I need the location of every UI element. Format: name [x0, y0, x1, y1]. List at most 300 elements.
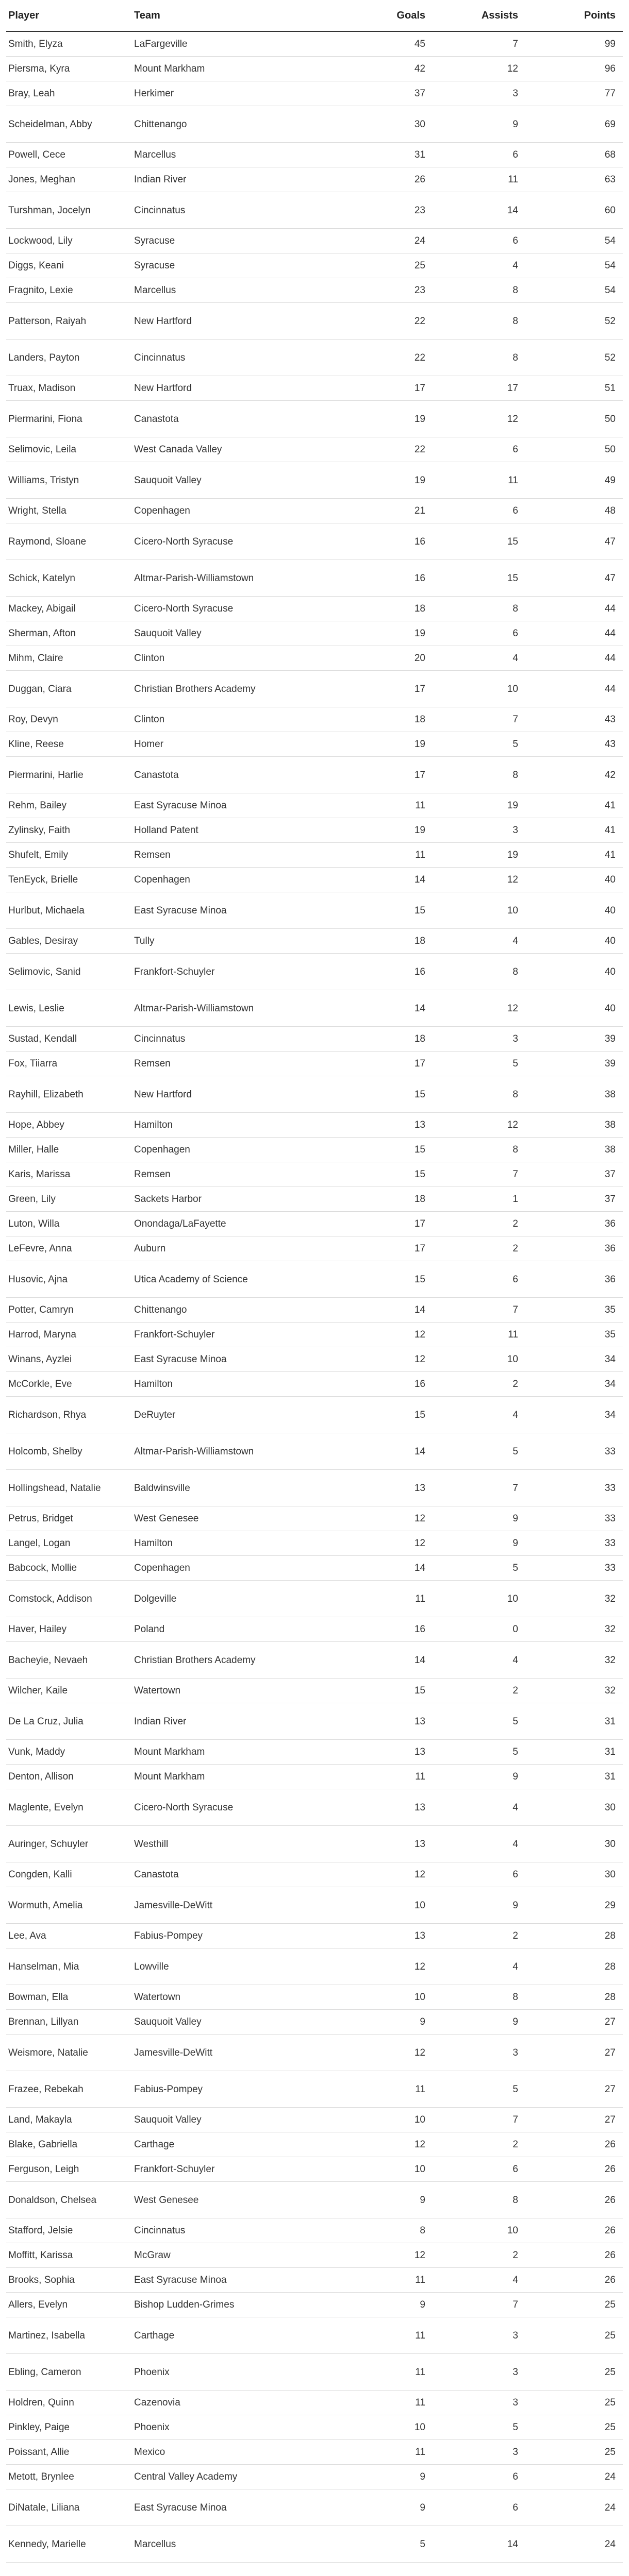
- cell-team: East Syracuse Minoa: [132, 2489, 346, 2526]
- table-row: [6, 1531, 623, 1556]
- cell-assists: 2: [433, 2243, 525, 2268]
- cell-assists: 5: [433, 1703, 525, 1740]
- cell-goals: 17: [346, 376, 433, 401]
- cell-goals: 10: [346, 2415, 433, 2440]
- cell-player: Williams, Tristyn: [6, 462, 132, 499]
- cell-team: Indian River: [132, 1703, 346, 1740]
- cell-assists: 4: [433, 1397, 525, 1433]
- cell-player: Raymond, Sloane: [6, 523, 132, 560]
- cell-player: Stafford, Jelsie: [6, 2218, 132, 2243]
- cell-team: Clinton: [132, 707, 346, 732]
- cell-points: 42: [525, 757, 623, 793]
- table-row: [6, 1076, 623, 1113]
- cell-team: Indian River: [132, 167, 346, 192]
- cell-team: Poland: [132, 1617, 346, 1642]
- table-row: [6, 1347, 623, 1372]
- cell-player: Turshman, Jocelyn: [6, 192, 132, 229]
- cell-player: Bray, Leah: [6, 81, 132, 106]
- cell-goals: 11: [346, 793, 433, 818]
- cell-team: Watertown: [132, 1679, 346, 1703]
- cell-team: Jamesville-DeWitt: [132, 2035, 346, 2071]
- cell-goals: 17: [346, 1212, 433, 1236]
- cell-goals: 19: [346, 621, 433, 646]
- cell-player: De La Cruz, Julia: [6, 1703, 132, 1740]
- table-row: [6, 1765, 623, 1789]
- column-header-team[interactable]: Team: [132, 0, 346, 31]
- cell-team: Chittenango: [132, 1298, 346, 1323]
- cell-team: Cicero-North Syracuse: [132, 523, 346, 560]
- table-row: [6, 2243, 623, 2268]
- cell-player: Maglente, Evelyn: [6, 1789, 132, 1826]
- table-row: [6, 2157, 623, 2182]
- column-header-player[interactable]: Player: [6, 0, 132, 31]
- cell-goals: 12: [346, 2035, 433, 2071]
- cell-player: Jones, Meghan: [6, 167, 132, 192]
- cell-team: DeRuyter: [132, 1397, 346, 1433]
- cell-player: Fragnito, Lexie: [6, 278, 132, 303]
- cell-team: New Hartford: [132, 303, 346, 340]
- table-row: [6, 303, 623, 340]
- cell-assists: 6: [433, 1261, 525, 1298]
- cell-points: 50: [525, 437, 623, 462]
- cell-goals: 11: [346, 1765, 433, 1789]
- table-row: [6, 143, 623, 167]
- cell-player: Patterson, Raiyah: [6, 303, 132, 340]
- table-row: [6, 1948, 623, 1985]
- cell-assists: 2: [433, 1212, 525, 1236]
- cell-team: Homer: [132, 732, 346, 757]
- cell-team: Frankfort-Schuyler: [132, 954, 346, 990]
- table-row: [6, 2440, 623, 2465]
- cell-points: 24: [525, 2489, 623, 2526]
- cell-assists: 17: [433, 376, 525, 401]
- cell-goals: 45: [346, 31, 433, 57]
- cell-goals: 23: [346, 192, 433, 229]
- cell-player: Diggs, Keani: [6, 253, 132, 278]
- cell-points: 41: [525, 793, 623, 818]
- cell-player: Moffitt, Karissa: [6, 2243, 132, 2268]
- cell-assists: 5: [433, 1433, 525, 1470]
- table-row: [6, 892, 623, 929]
- cell-assists: 4: [433, 1789, 525, 1826]
- cell-points: 68: [525, 143, 623, 167]
- cell-player: Zylinsky, Faith: [6, 818, 132, 843]
- table-row: [6, 1470, 623, 1506]
- cell-goals: 9: [346, 2293, 433, 2317]
- cell-points: 60: [525, 192, 623, 229]
- cell-points: 38: [525, 1113, 623, 1138]
- data-table-container: [6, 0, 623, 2576]
- table-row: [6, 253, 623, 278]
- table-row: [6, 376, 623, 401]
- cell-points: 77: [525, 81, 623, 106]
- cell-goals: 11: [346, 1581, 433, 1617]
- cell-player: Vunk, Maddy: [6, 1740, 132, 1765]
- table-row: [6, 1924, 623, 1948]
- cell-points: 39: [525, 1027, 623, 1052]
- cell-assists: 2: [433, 1236, 525, 1261]
- table-row: [6, 2489, 623, 2526]
- cell-team: Utica Academy of Science: [132, 1261, 346, 1298]
- cell-assists: 12: [433, 868, 525, 892]
- cell-player: Richardson, Rhya: [6, 1397, 132, 1433]
- table-row: [6, 106, 623, 143]
- cell-goals: 13: [346, 1740, 433, 1765]
- cell-goals: 9: [346, 2010, 433, 2035]
- table-row: [6, 1679, 623, 1703]
- cell-team: Christian Brothers Academy: [132, 671, 346, 707]
- table-row: [6, 2415, 623, 2440]
- cell-points: 25: [525, 2293, 623, 2317]
- cell-team: Copenhagen: [132, 1556, 346, 1581]
- cell-assists: 12: [433, 990, 525, 1027]
- table-row: [6, 2108, 623, 2132]
- cell-team: Canastota: [132, 1862, 346, 1887]
- table-row: [6, 81, 623, 106]
- cell-player: Miller, Halle: [6, 1138, 132, 1162]
- column-header-assists[interactable]: Assists: [433, 0, 525, 31]
- cell-team: Westhill: [132, 1826, 346, 1862]
- cell-team: Mount Markham: [132, 1740, 346, 1765]
- cell-goals: 14: [346, 1642, 433, 1679]
- cell-team: Mount Markham: [132, 57, 346, 81]
- cell-player: Piersma, Kyra: [6, 57, 132, 81]
- cell-assists: 7: [433, 1470, 525, 1506]
- cell-team: Marcellus: [132, 278, 346, 303]
- cell-points: 26: [525, 2157, 623, 2182]
- cell-team: Cincinnatus: [132, 192, 346, 229]
- cell-assists: 3: [433, 818, 525, 843]
- cell-goals: 18: [346, 1027, 433, 1052]
- cell-player: Babcock, Mollie: [6, 1556, 132, 1581]
- cell-team: Holland Patent: [132, 818, 346, 843]
- cell-team: Sauquoit Valley: [132, 621, 346, 646]
- table-row: [6, 1985, 623, 2010]
- cell-goals: 13: [346, 1826, 433, 1862]
- cell-points: 34: [525, 1372, 623, 1397]
- cell-points: 32: [525, 1581, 623, 1617]
- cell-assists: 7: [433, 2293, 525, 2317]
- cell-assists: 7: [433, 707, 525, 732]
- cell-player: Pinkley, Paige: [6, 2415, 132, 2440]
- cell-points: 31: [525, 1703, 623, 1740]
- cell-player: Selimovic, Leila: [6, 437, 132, 462]
- table-row: [6, 1506, 623, 1531]
- cell-points: 28: [525, 1948, 623, 1985]
- cell-points: 38: [525, 1076, 623, 1113]
- table-row: [6, 1323, 623, 1347]
- cell-assists: 4: [433, 253, 525, 278]
- cell-points: 47: [525, 523, 623, 560]
- cell-assists: 7: [433, 31, 525, 57]
- cell-player: Martinez, Isabella: [6, 2317, 132, 2354]
- cell-goals: 19: [346, 462, 433, 499]
- cell-assists: 14: [433, 2526, 525, 2563]
- cell-team: Tully: [132, 929, 346, 954]
- table-row: [6, 31, 623, 57]
- cell-points: 31: [525, 1765, 623, 1789]
- cell-team: Sauquoit Valley: [132, 2108, 346, 2132]
- cell-points: 30: [525, 1826, 623, 1862]
- cell-assists: 10: [433, 892, 525, 929]
- cell-player: Smith, Elyza: [6, 31, 132, 57]
- cell-team: Chittenango: [132, 106, 346, 143]
- cell-player: Poissant, Allie: [6, 2440, 132, 2465]
- cell-team: Cincinnatus: [132, 340, 346, 376]
- cell-player: Land, Makayla: [6, 2108, 132, 2132]
- cell-goals: 12: [346, 2243, 433, 2268]
- cell-points: 38: [525, 1138, 623, 1162]
- cell-goals: 16: [346, 523, 433, 560]
- cell-points: 52: [525, 340, 623, 376]
- cell-assists: 4: [433, 2268, 525, 2293]
- cell-assists: 6: [433, 229, 525, 253]
- cell-team: Carthage: [132, 2132, 346, 2157]
- cell-goals: 11: [346, 2268, 433, 2293]
- cell-team: Cincinnatus: [132, 2218, 346, 2243]
- cell-points: 27: [525, 2108, 623, 2132]
- cell-assists: 3: [433, 2035, 525, 2071]
- cell-team: Watertown: [132, 1985, 346, 2010]
- cell-player: Holdren, Quinn: [6, 2391, 132, 2415]
- cell-team: Jamesville-DeWitt: [132, 1887, 346, 1924]
- cell-assists: 9: [433, 2010, 525, 2035]
- table-row: [6, 2465, 623, 2489]
- cell-team: Bishop Ludden-Grimes: [132, 2293, 346, 2317]
- cell-points: 40: [525, 954, 623, 990]
- cell-team: Baldwinsville: [132, 1470, 346, 1506]
- cell-points: 26: [525, 2132, 623, 2157]
- cell-team: Cincinnatus: [132, 1027, 346, 1052]
- cell-points: 33: [525, 1433, 623, 1470]
- cell-player: Wright, Stella: [6, 499, 132, 523]
- table-row: [6, 929, 623, 954]
- cell-player: Ebling, Cameron: [6, 2354, 132, 2391]
- cell-assists: 4: [433, 1948, 525, 1985]
- cell-points: 47: [525, 560, 623, 597]
- cell-player: Piermarini, Fiona: [6, 401, 132, 437]
- cell-team: Sauquoit Valley: [132, 2010, 346, 2035]
- cell-points: 26: [525, 2218, 623, 2243]
- cell-assists: 6: [433, 1862, 525, 1887]
- cell-player: Bacheyie, Nevaeh: [6, 1642, 132, 1679]
- cell-points: 41: [525, 843, 623, 868]
- cell-team: Copenhagen: [132, 1138, 346, 1162]
- cell-points: 50: [525, 401, 623, 437]
- table-row: [6, 2218, 623, 2243]
- cell-points: 27: [525, 2035, 623, 2071]
- cell-assists: 5: [433, 1556, 525, 1581]
- table-row: [6, 523, 623, 560]
- table-row: [6, 1298, 623, 1323]
- cell-assists: 3: [433, 1027, 525, 1052]
- cell-player: Truax, Madison: [6, 376, 132, 401]
- cell-points: 37: [525, 1162, 623, 1187]
- cell-points: 34: [525, 1347, 623, 1372]
- cell-team: Cicero-North Syracuse: [132, 597, 346, 621]
- table-row: [6, 818, 623, 843]
- table-row: [6, 2132, 623, 2157]
- cell-team: Remsen: [132, 1052, 346, 1076]
- cell-assists: 6: [433, 499, 525, 523]
- cell-assists: 6: [433, 143, 525, 167]
- cell-assists: 3: [433, 2391, 525, 2415]
- cell-goals: 19: [346, 818, 433, 843]
- cell-points: 63: [525, 167, 623, 192]
- cell-goals: 22: [346, 303, 433, 340]
- table-row: [6, 2035, 623, 2071]
- cell-team: Carthage: [132, 2317, 346, 2354]
- cell-assists: 10: [433, 1347, 525, 1372]
- cell-points: 36: [525, 1261, 623, 1298]
- cell-goals: 14: [346, 1556, 433, 1581]
- cell-team: Canastota: [132, 757, 346, 793]
- cell-assists: 7: [433, 1298, 525, 1323]
- cell-assists: 8: [433, 2182, 525, 2218]
- table-row: [6, 57, 623, 81]
- cell-team: Sauquoit Valley: [132, 462, 346, 499]
- cell-goals: 15: [346, 1138, 433, 1162]
- cell-team: Altmar-Parish-Williamstown: [132, 990, 346, 1027]
- cell-goals: 12: [346, 1948, 433, 1985]
- cell-points: 25: [525, 2354, 623, 2391]
- table-row: [6, 278, 623, 303]
- cell-assists: 8: [433, 1076, 525, 1113]
- cell-team: Fabius-Pompey: [132, 1924, 346, 1948]
- cell-player: Mihm, Claire: [6, 646, 132, 671]
- cell-team: [132, 2563, 346, 2576]
- cell-goals: 15: [346, 1162, 433, 1187]
- table-row: [6, 2526, 623, 2563]
- cell-player: Brennan, Lillyan: [6, 2010, 132, 2035]
- cell-goals: 13: [346, 1113, 433, 1138]
- cell-player: Luton, Willa: [6, 1212, 132, 1236]
- cell-goals: 10: [346, 1985, 433, 2010]
- column-header-goals[interactable]: Goals: [346, 0, 433, 31]
- cell-player: Hanselman, Mia: [6, 1948, 132, 1985]
- cell-assists: 2: [433, 1372, 525, 1397]
- cell-points: 36: [525, 1212, 623, 1236]
- cell-player: Scheidelman, Abby: [6, 106, 132, 143]
- cell-goals: 23: [346, 278, 433, 303]
- cell-goals: 42: [346, 57, 433, 81]
- cell-goals: 37: [346, 81, 433, 106]
- cell-points: 26: [525, 2243, 623, 2268]
- cell-player: Sustad, Kendall: [6, 1027, 132, 1052]
- table-row: [6, 1433, 623, 1470]
- cell-assists: 4: [433, 646, 525, 671]
- cell-goals: 14: [346, 990, 433, 1027]
- table-row: [6, 2268, 623, 2293]
- cell-assists: 4: [433, 1826, 525, 1862]
- cell-points: 51: [525, 376, 623, 401]
- cell-points: 33: [525, 1470, 623, 1506]
- cell-player: Duggan, Ciara: [6, 671, 132, 707]
- cell-points: 40: [525, 990, 623, 1027]
- cell-team: Syracuse: [132, 229, 346, 253]
- cell-assists: [433, 2563, 525, 2576]
- cell-team: LaFargeville: [132, 31, 346, 57]
- cell-points: 32: [525, 1679, 623, 1703]
- cell-assists: 0: [433, 1617, 525, 1642]
- cell-team: New Hartford: [132, 1076, 346, 1113]
- cell-goals: 17: [346, 757, 433, 793]
- cell-team: Frankfort-Schuyler: [132, 2157, 346, 2182]
- cell-points: 27: [525, 2010, 623, 2035]
- cell-goals: 5: [346, 2526, 433, 2563]
- cell-goals: 30: [346, 106, 433, 143]
- cell-goals: 18: [346, 707, 433, 732]
- column-header-points[interactable]: Points: [525, 0, 623, 31]
- cell-points: 25: [525, 2415, 623, 2440]
- cell-player: Harrod, Maryna: [6, 1323, 132, 1347]
- cell-player: Hope, Abbey: [6, 1113, 132, 1138]
- cell-player: Piermarini, Harlie: [6, 757, 132, 793]
- table-body: [6, 31, 623, 2576]
- cell-player: Shufelt, Emily: [6, 843, 132, 868]
- cell-points: 40: [525, 929, 623, 954]
- table-row: [6, 2182, 623, 2218]
- cell-points: 29: [525, 1887, 623, 1924]
- table-row: [6, 1617, 623, 1642]
- cell-assists: 3: [433, 2440, 525, 2465]
- table-row: [6, 1581, 623, 1617]
- cell-assists: 12: [433, 1113, 525, 1138]
- cell-goals: 11: [346, 2440, 433, 2465]
- cell-assists: 8: [433, 278, 525, 303]
- cell-goals: 13: [346, 1924, 433, 1948]
- cell-goals: 15: [346, 1076, 433, 1113]
- cell-goals: 12: [346, 1506, 433, 1531]
- cell-points: 54: [525, 278, 623, 303]
- cell-assists: 8: [433, 757, 525, 793]
- cell-goals: 18: [346, 597, 433, 621]
- cell-assists: 9: [433, 1765, 525, 1789]
- cell-team: Altmar-Parish-Williamstown: [132, 560, 346, 597]
- cell-goals: 16: [346, 560, 433, 597]
- cell-assists: 3: [433, 2354, 525, 2391]
- cell-team: Phoenix: [132, 2354, 346, 2391]
- header-row: [6, 0, 623, 31]
- cell-player: Holcomb, Shelby: [6, 1433, 132, 1470]
- cell-player: McCorkle, Eve: [6, 1372, 132, 1397]
- cell-assists: 15: [433, 523, 525, 560]
- cell-player: Donaldson, Chelsea: [6, 2182, 132, 2218]
- cell-assists: 11: [433, 462, 525, 499]
- cell-points: 48: [525, 499, 623, 523]
- cell-team: Clinton: [132, 646, 346, 671]
- cell-team: Mexico: [132, 2440, 346, 2465]
- cell-assists: 6: [433, 437, 525, 462]
- cell-goals: 11: [346, 2354, 433, 2391]
- cell-team: Herkimer: [132, 81, 346, 106]
- cell-goals: 22: [346, 340, 433, 376]
- cell-points: 40: [525, 892, 623, 929]
- cell-player: Hurlbut, Michaela: [6, 892, 132, 929]
- cell-assists: 9: [433, 1531, 525, 1556]
- cell-goals: 31: [346, 143, 433, 167]
- cell-player: Winans, Ayzlei: [6, 1347, 132, 1372]
- data-table: [6, 0, 623, 2576]
- cell-assists: 3: [433, 81, 525, 106]
- cell-assists: 4: [433, 1642, 525, 1679]
- cell-points: 32: [525, 1642, 623, 1679]
- cell-goals: 11: [346, 2071, 433, 2108]
- cell-points: 43: [525, 732, 623, 757]
- cell-goals: 18: [346, 1187, 433, 1212]
- table-row: [6, 1113, 623, 1138]
- cell-assists: 8: [433, 303, 525, 340]
